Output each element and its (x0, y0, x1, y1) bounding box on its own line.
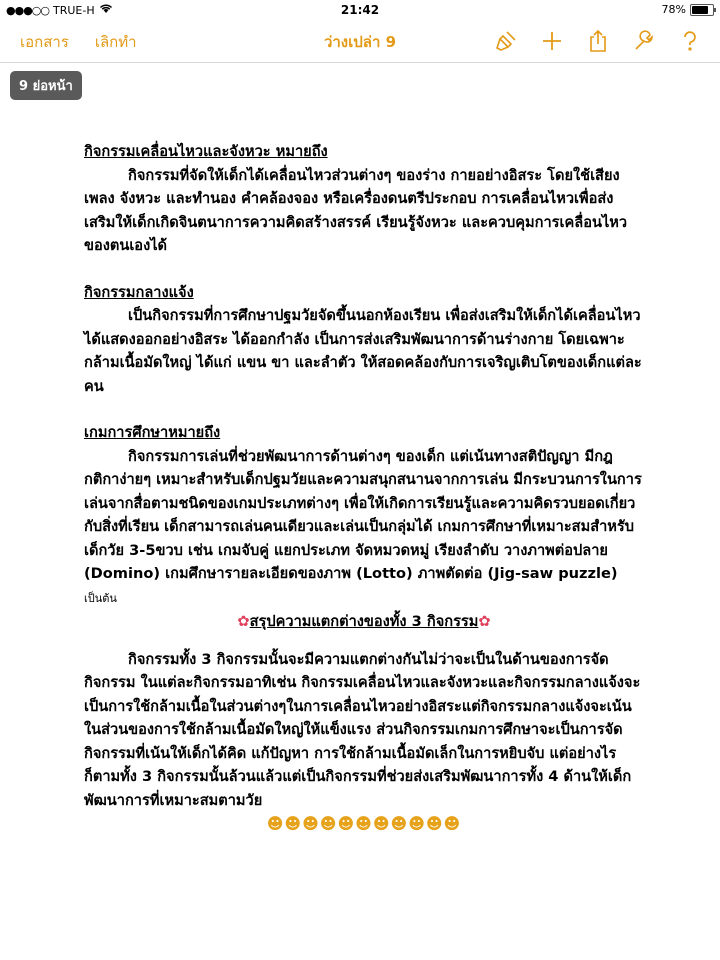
games-body-text: กิจกรรมการเล่นที่ช่วยพัฒนาการด้านต่างๆ ของเด็ก แต่เน้นทางสติปัญญา มีกฎกติกาง่ายๆ เหมาะสำหรับเด็กปฐมวัยและความสนุกสนานจากการเล่น มีกระบวนการในการเล่นจากสื่อตามชนิดของเกมประเภทต่างๆ เพื่อให้เกิดการเรียนรู้และความคิดรวบยอดเกี่ยวกับสิ่งที่เรียน เด็กสามารถเล่นคนเดียวและเล่นเป็นกลุ่มได้ เกมการศึกษาที่เหมาะสมสำหรับเด็กวัย 3-5ขวบ เช่น เกมจับคู่ แยกประเภท จัดหมวดหมู่ เรียงลำดับ วางภาพต่อปลาย (Domino) เกมศึกษารายละเอียดของภาพ (Lotto) ภาพตัดต่อ (Jig-saw puzzle) (84, 447, 642, 582)
document-body[interactable] (84, 140, 644, 836)
section-body-movement: กิจกรรมที่จัดให้เด็กได้เคลื่อนไหวส่วนต่างๆ ของร่าง กายอย่างอิสระ โดยใช้เสียงเพลง จังหวะ และทำนอง คำคล้องจอง หรือเครื่องดนตรีประกอบ การเคลื่อนไหวเพื่อส่งเสริมให้เด็กเกิดจินตนาการความคิดสร้างสรรค์ เรียนรู้จังหวะ และควบคุมการเคลื่อนไหวของตนเองได้ (84, 166, 628, 254)
battery-percent: 78% (661, 3, 686, 16)
help-icon[interactable] (676, 27, 704, 55)
flower-icon: ✿ (478, 613, 491, 630)
clock: 21:42 (340, 3, 380, 17)
section-body-educational-games (84, 445, 644, 611)
status-right (662, 3, 714, 16)
document-title[interactable]: ว่างเปล่า 9 (323, 33, 397, 51)
flower-icon: ✿ (237, 613, 250, 630)
summary-heading-text: สรุปความแตกต่างของทั้ง 3 กิจกรรม (249, 613, 479, 630)
carrier-name: TRUE-H (53, 3, 95, 17)
toolbar-right (492, 27, 704, 55)
share-icon[interactable] (584, 27, 612, 55)
paintbrush-icon[interactable] (492, 27, 520, 55)
signal-strength: ●●●○○ (6, 3, 49, 17)
section-heading-movement: กิจกรรมเคลื่อนไหวและจังหวะ หมายถึง (84, 143, 328, 160)
battery-fill (692, 6, 708, 14)
battery-icon (690, 4, 714, 16)
summary-body: กิจกรรมทั้ง 3 กิจกรรมนั้นจะมีความแตกต่างกันไม่ว่าจะเป็นในด้านของการจัดกิจกรรม ในแต่ละกิจกรรมอาทิเช่น กิจกรรมเคลื่อนไหวและจังหวะและกิจกรรมกลางแจ้งจะเป็นการใช้กล้ามเนื้อในส่วนต่างๆในการเคลื่อนไหวอย่างอิสระแต่กิจกรรมกลางแจ้งจะเน้นในส่วนของการใช้กล้ามเนื้อมัดใหญ่ให้แข็งแรง ส่วนกิจกรรมเกมการศึกษาจะเป็นการจัดกิจกรรมที่เน้นให้เด็กได้คิด แก้ปัญหา การใช้กล้ามเนื้อมัดเล็กในการหยิบจับ แต่อย่างไรก็ตามทั้ง 3 กิจกรรมนั้นล้วนแล้วแต่เป็นกิจกรรมที่ช่วยส่งเสริมพัฒนาการทั้ง 4 ด้านให้เด็กพัฒนาการที่เหมาะสมตามวัย (84, 650, 641, 809)
plus-icon[interactable] (538, 27, 566, 55)
status-bar (0, 0, 720, 20)
section-heading-outdoor: กิจกรรมกลางแจ้ง (84, 283, 194, 301)
documents-button[interactable]: เอกสาร (20, 33, 69, 51)
toolbar-left (20, 30, 137, 54)
games-body-tail: เป็นต้น (84, 591, 117, 605)
paragraph-count-badge: 9 ย่อหน้า (10, 71, 82, 100)
wrench-icon[interactable] (630, 27, 658, 55)
emoji-row: ☻☻☻☻☻☻☻☻☻☻☻ (266, 814, 462, 833)
toolbar (0, 20, 720, 63)
undo-button[interactable]: เลิกทำ (94, 33, 137, 51)
section-body-outdoor: เป็นกิจกรรมที่การศึกษาปฐมวัยจัดขึ้นนอกห้องเรียน เพื่อส่งเสริมให้เด็กได้เคลื่อนไหว ได้แสดงออกอย่างอิสระ ได้ออกกำลัง เป็นการส่งเสริมพัฒนาการด้านร่างกาย โดยเฉพาะกล้ามเนื้อมัดใหญ่ ได้แก่ แขน ขา และลำตัว ให้สอดคล้องกับการเจริญเติบโตของเด็กแต่ละคน (84, 307, 642, 395)
section-heading-educational-games: เกมการศึกษาหมายถึง (84, 424, 221, 441)
summary-heading (84, 610, 644, 634)
